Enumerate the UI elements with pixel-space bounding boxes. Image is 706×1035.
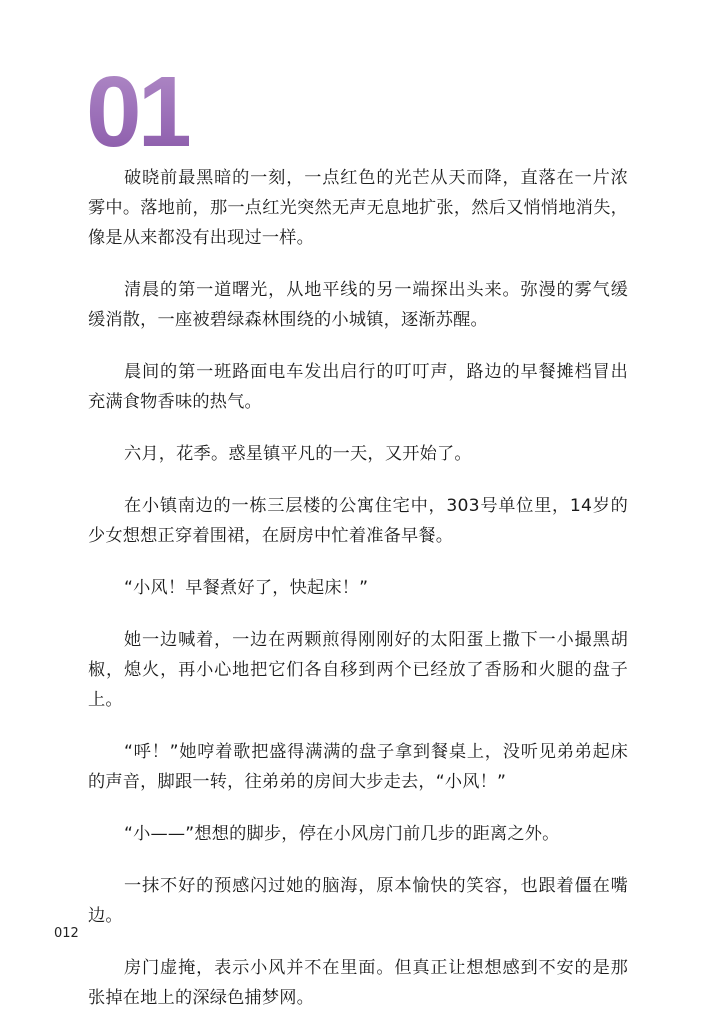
- paragraph: “小风！早餐煮好了，快起床！”: [124, 578, 369, 598]
- chapter-body: [88, 163, 628, 1035]
- paragraph: 清晨的第一道曙光，从地平线的另一端探出头来。弥漫的雾气缓缓消散，一座被碧绿森林围绕的小城镇，逐渐苏醒。: [88, 280, 628, 330]
- paragraph: 一抹不好的预感闪过她的脑海，原本愉快的笑容，也跟着僵在嘴边。: [88, 876, 628, 926]
- paragraph: 房门虚掩，表示小风并不在里面。但真正让想想感到不安的是那张掉在地上的深绿色捕梦网。: [88, 958, 628, 1008]
- paragraph: 在小镇南边的一栋三层楼的公寓住宅中，303号单位里，14岁的少女想想正穿着围裙，在厨房中忙着准备早餐。: [88, 496, 628, 546]
- paragraph: “小——”想想的脚步，停在小风房门前几步的距离之外。: [124, 824, 560, 844]
- page-number: 012: [54, 926, 79, 941]
- paragraph: 她一边喊着，一边在两颗煎得刚刚好的太阳蛋上撒下一小撮黑胡椒，熄火，再小心地把它们各自移到两个已经放了香肠和火腿的盘子上。: [88, 630, 628, 710]
- paragraph: 破晓前最黑暗的一刻，一点红色的光芒从天而降，直落在一片浓雾中。落地前，那一点红光突然无声无息地扩张，然后又悄悄地消失，像是从来都没有出现过一样。: [88, 168, 628, 248]
- chapter-number: 01: [86, 56, 190, 168]
- paragraph: 晨间的第一班路面电车发出启行的叮叮声，路边的早餐摊档冒出充满食物香味的热气。: [88, 362, 628, 412]
- paragraph: 六月，花季。惑星镇平凡的一天，又开始了。: [124, 444, 472, 464]
- paragraph: “呼！”她哼着歌把盛得满满的盘子拿到餐桌上，没听见弟弟起床的声音，脚跟一转，往弟弟的房间大步走去，“小风！”: [88, 742, 628, 792]
